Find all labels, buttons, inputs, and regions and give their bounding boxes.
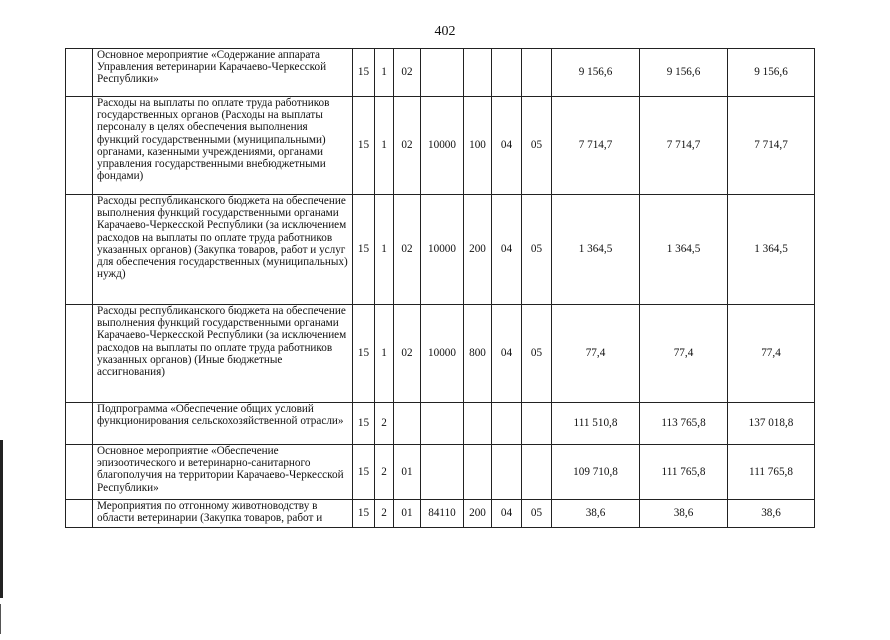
cell-value-3: 38,6 [728, 500, 815, 528]
cell-value-3: 77,4 [728, 305, 815, 403]
scan-edge-mark [0, 604, 1, 634]
table-row [66, 49, 815, 97]
row-name: Подпрограмма «Обеспечение общих условий функционирования сельскохозяйственной отрасли» [93, 403, 353, 445]
cell-value-2: 38,6 [640, 500, 728, 528]
cell-code-4: 10000 [421, 97, 464, 195]
cell-code-1: 15 [353, 403, 375, 445]
cell-value-2: 7 714,7 [640, 97, 728, 195]
page-number: 402 [434, 24, 456, 39]
cell-code-3: 01 [394, 445, 421, 500]
cell-code-2: 2 [375, 403, 394, 445]
blank-cell [66, 97, 93, 195]
cell-code-3: 01 [394, 500, 421, 528]
cell-code-7: 05 [522, 305, 552, 403]
cell-code-2: 1 [375, 97, 394, 195]
cell-value-1: 77,4 [552, 305, 640, 403]
cell-code-2: 1 [375, 49, 394, 97]
cell-code-5 [464, 49, 492, 97]
budget-table [65, 48, 815, 528]
cell-code-4 [421, 403, 464, 445]
cell-code-4 [421, 445, 464, 500]
cell-code-1: 15 [353, 195, 375, 305]
row-name: Расходы на выплаты по оплате труда работников государственных органов (Расходы на выплаты персоналу в целях обеспечения выполнения функций государственными (муниципальными) органами, казенными учреждениями, органами управления государственными внебюджетными фондами) [93, 97, 353, 195]
cell-code-2: 2 [375, 500, 394, 528]
cell-code-2: 1 [375, 305, 394, 403]
cell-value-2: 111 765,8 [640, 445, 728, 500]
table-row [66, 445, 815, 500]
cell-code-7 [522, 445, 552, 500]
cell-code-3: 02 [394, 49, 421, 97]
cell-code-1: 15 [353, 49, 375, 97]
table-row [66, 305, 815, 403]
scan-edge-mark [0, 440, 3, 598]
blank-cell [66, 445, 93, 500]
cell-value-1: 1 364,5 [552, 195, 640, 305]
row-name: Расходы республиканского бюджета на обеспечение выполнения функций государственными органами Карачаево-Черкесской Республики (за исключением расходов на выплаты по оплате труда работников указанных органов) (Закупка товаров, работ и услуг для обеспечения государственных (муниципальных) нужд) [93, 195, 353, 305]
cell-value-2: 1 364,5 [640, 195, 728, 305]
cell-code-1: 15 [353, 305, 375, 403]
cell-code-5: 100 [464, 97, 492, 195]
cell-value-1: 109 710,8 [552, 445, 640, 500]
cell-code-2: 2 [375, 445, 394, 500]
cell-code-7 [522, 49, 552, 97]
cell-code-6: 04 [492, 500, 522, 528]
cell-value-3: 1 364,5 [728, 195, 815, 305]
cell-code-5: 800 [464, 305, 492, 403]
cell-code-4: 10000 [421, 305, 464, 403]
cell-code-7: 05 [522, 500, 552, 528]
cell-code-2: 1 [375, 195, 394, 305]
table-row [66, 195, 815, 305]
cell-code-3: 02 [394, 97, 421, 195]
cell-value-3: 137 018,8 [728, 403, 815, 445]
cell-code-7: 05 [522, 195, 552, 305]
cell-value-1: 111 510,8 [552, 403, 640, 445]
table-row [66, 97, 815, 195]
cell-code-6: 04 [492, 305, 522, 403]
cell-value-3: 9 156,6 [728, 49, 815, 97]
cell-value-2: 113 765,8 [640, 403, 728, 445]
blank-cell [66, 49, 93, 97]
cell-code-6: 04 [492, 195, 522, 305]
cell-code-3: 02 [394, 305, 421, 403]
blank-cell [66, 305, 93, 403]
cell-code-1: 15 [353, 97, 375, 195]
table-row [66, 403, 815, 445]
cell-value-2: 9 156,6 [640, 49, 728, 97]
cell-code-5: 200 [464, 195, 492, 305]
cell-code-6 [492, 49, 522, 97]
row-name: Мероприятия по отгонному животноводству в области ветеринарии (Закупка товаров, работ и [93, 500, 353, 528]
cell-code-1: 15 [353, 445, 375, 500]
blank-cell [66, 500, 93, 528]
blank-cell [66, 403, 93, 445]
cell-value-3: 111 765,8 [728, 445, 815, 500]
cell-code-5: 200 [464, 500, 492, 528]
cell-value-3: 7 714,7 [728, 97, 815, 195]
cell-code-5 [464, 403, 492, 445]
cell-code-6 [492, 445, 522, 500]
cell-code-3 [394, 403, 421, 445]
cell-value-1: 7 714,7 [552, 97, 640, 195]
cell-value-1: 38,6 [552, 500, 640, 528]
cell-code-4: 10000 [421, 195, 464, 305]
cell-code-4 [421, 49, 464, 97]
cell-code-3: 02 [394, 195, 421, 305]
blank-cell [66, 195, 93, 305]
cell-code-6: 04 [492, 97, 522, 195]
cell-code-4: 84110 [421, 500, 464, 528]
row-name: Основное мероприятие «Обеспечение эпизоотического и ветеринарно-санитарного благополучия на территории Карачаево-Черкесской Республики» [93, 445, 353, 500]
cell-value-1: 9 156,6 [552, 49, 640, 97]
cell-code-7 [522, 403, 552, 445]
cell-code-1: 15 [353, 500, 375, 528]
table-row [66, 500, 815, 528]
cell-code-7: 05 [522, 97, 552, 195]
cell-value-2: 77,4 [640, 305, 728, 403]
row-name: Основное мероприятие «Содержание аппарата Управления ветеринарии Карачаево-Черкесской Республики» [93, 49, 353, 97]
row-name: Расходы республиканского бюджета на обеспечение выполнения функций государственными органами Карачаево-Черкесской Республики (за исключением расходов на выплаты по оплате труда работников указанных органов) (Иные бюджетные ассигнования) [93, 305, 353, 403]
cell-code-5 [464, 445, 492, 500]
cell-code-6 [492, 403, 522, 445]
